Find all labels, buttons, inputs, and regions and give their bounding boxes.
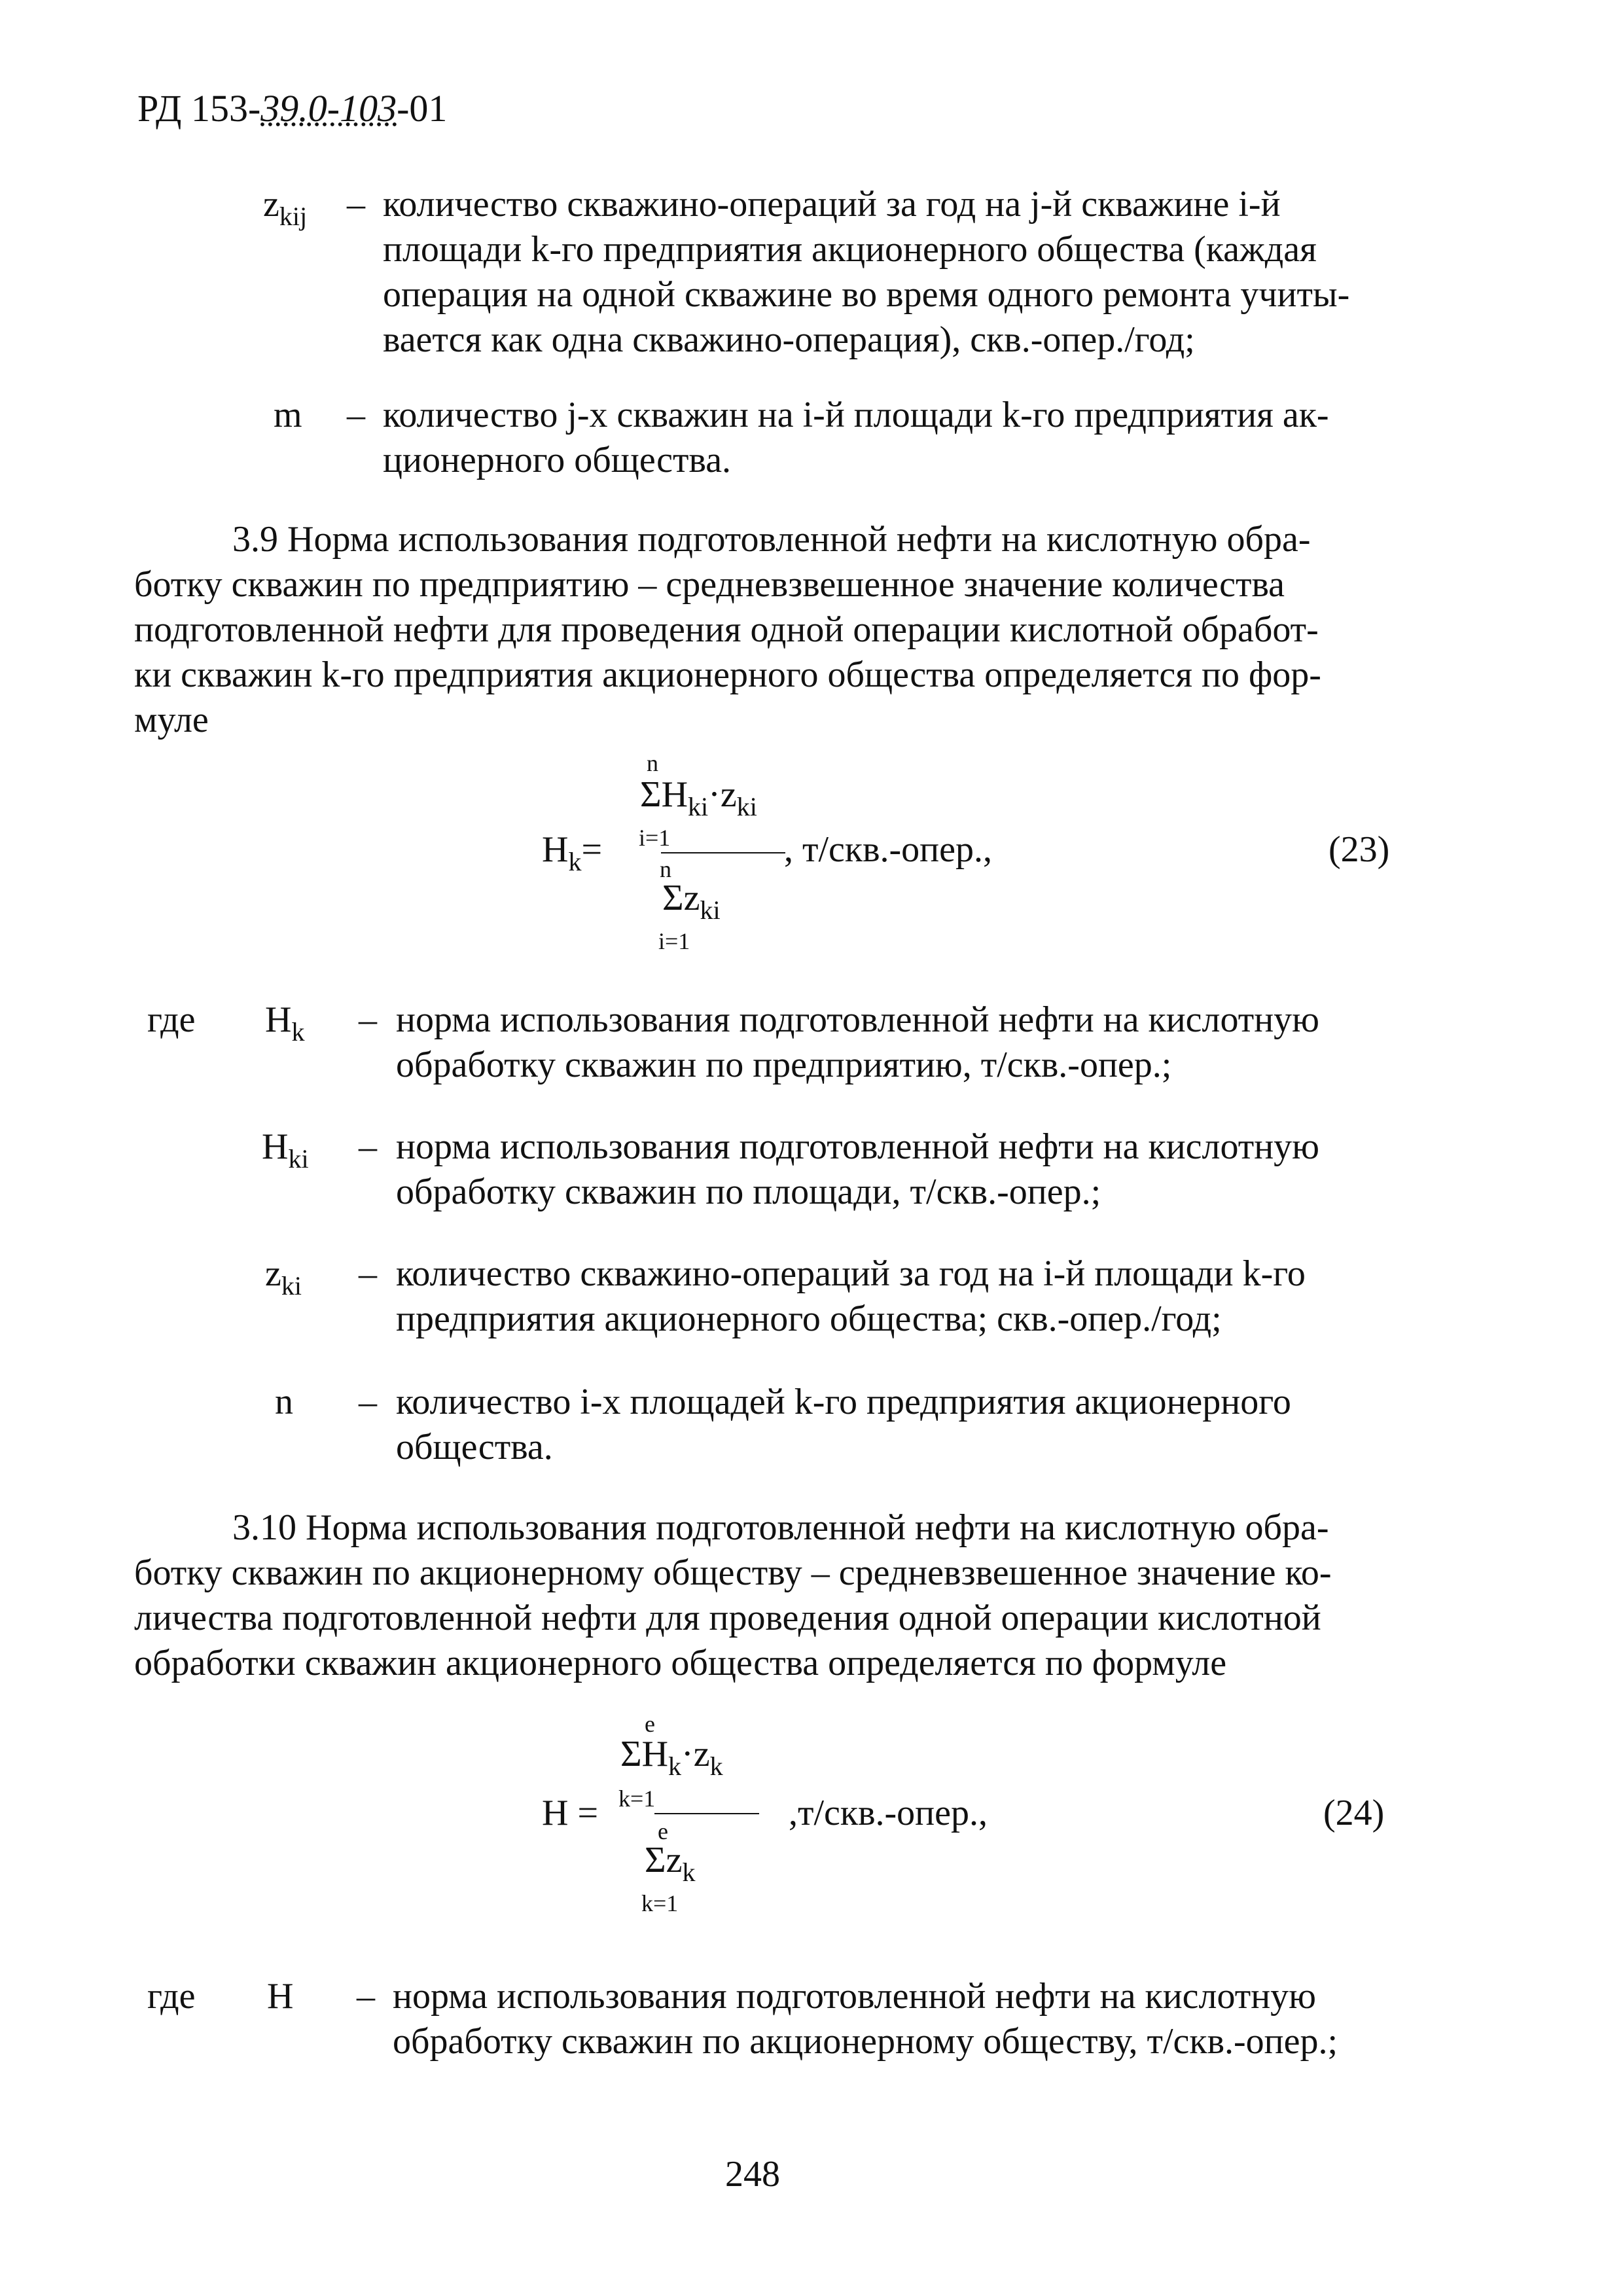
where-label: где — [147, 999, 196, 1040]
def-dash: – — [347, 184, 365, 224]
sum-lower-limit: k=1 — [641, 1890, 679, 1916]
def-dash: – — [359, 1126, 377, 1167]
def-text-m: количество j-х скважин на i-й площади k-го предприятия ак- ционерного общества. — [383, 395, 1329, 480]
def-symbol-n: n — [275, 1382, 293, 1422]
def-text-zkij: количество скважино-операций за год на j-й скважине i-й площади k-го предприятия акционерного общества (каждая операция на одной скважине во время одного ремонта учиты- вается как одна скважино-операция), скв.-опер./год; — [383, 184, 1350, 360]
def-text-h: норма использования подготовленной нефти на кислотную обработку скважин по акционерному обществу, т/скв.-опер.; — [393, 1976, 1338, 2062]
fraction-bar — [661, 852, 785, 853]
formula-lhs: $H_k=$ — [542, 829, 603, 876]
denominator: $\Sigma z_{ki}$ — [662, 878, 721, 925]
header-suffix: -01 — [397, 87, 448, 130]
formula-lhs: H = — [542, 1793, 599, 1833]
def-symbol-m: m — [274, 395, 302, 435]
paragraph-line: обработки скважин акционерного общества определяется по формуле — [134, 1643, 1227, 1683]
paragraph-line: личества подготовленной нефти для проведения одной операции кислотной — [134, 1598, 1321, 1638]
sum-lower-limit: k=1 — [618, 1785, 656, 1812]
formula-unit: ,т/скв.-опер., — [789, 1793, 988, 1833]
def-symbol-hki: $H_{ki}$ — [262, 1126, 309, 1174]
sum-upper-limit: n — [647, 750, 658, 776]
document-code-header — [137, 86, 447, 130]
formula-number: (24) — [1323, 1793, 1385, 1833]
fraction-bar — [654, 1813, 759, 1814]
def-dash: – — [359, 1382, 377, 1422]
def-symbol-hk: $H_k$ — [265, 999, 305, 1047]
page-number: 248 — [725, 2154, 780, 2195]
def-text-hki: норма использования подготовленной нефти на кислотную обработку скважин по площади, т/скв.-опер.; — [396, 1126, 1320, 1212]
sum-lower-limit: i=1 — [658, 928, 690, 954]
sum-upper-limit: e — [645, 1711, 655, 1737]
formula-unit: , т/скв.-опер., — [784, 829, 993, 870]
def-dash: – — [357, 1976, 375, 2017]
paragraph-line: муле — [134, 700, 209, 740]
paragraph-line: ботку скважин по акционерному обществу – средневзвешенное значение ко- — [134, 1552, 1332, 1593]
formula-number: (23) — [1329, 829, 1390, 870]
def-text-hk: норма использования подготовленной нефти на кислотную обработку скважин по предприятию, т/скв.-опер.; — [396, 999, 1320, 1085]
def-text-n: количество i-х площадей k-го предприятия акционерного общества. — [396, 1382, 1291, 1467]
paragraph-line: ботку скважин по предприятию – средневзвешенное значение количества — [134, 564, 1285, 605]
paragraph-line: 3.10 Норма использования подготовленной нефти на кислотную обра- — [232, 1507, 1329, 1548]
def-text-zki: количество скважино-операций за год на i-й площади k-го предприятия акционерного общества; скв.-опер./год; — [396, 1253, 1306, 1339]
sum-lower-limit: i=1 — [639, 825, 671, 851]
paragraph-3-10 — [134, 1505, 1407, 1686]
def-symbol-zki: $z_{ki}$ — [265, 1253, 302, 1300]
paragraph-line: 3.9 Норма использования подготовленной нефти на кислотную обра- — [232, 519, 1311, 560]
def-dash: – — [347, 395, 365, 435]
paragraph-3-9 — [134, 517, 1407, 743]
denominator: $\Sigma z_k$ — [645, 1840, 696, 1887]
numerator: $\Sigma H_{ki}\cdot z_{ki}$ — [640, 774, 757, 821]
header-prefix: РД 153- — [137, 87, 261, 130]
header-handwritten-code: 39.0-103 — [260, 87, 397, 130]
def-symbol-h: H — [267, 1976, 294, 2017]
paragraph-line: ки скважин k-го предприятия акционерного общества определяется по фор- — [134, 655, 1321, 695]
paragraph-line: подготовленной нефти для проведения одной операции кислотной обработ- — [134, 609, 1319, 650]
where-label: где — [147, 1976, 196, 2017]
def-dash: – — [359, 999, 377, 1040]
sum-upper-limit: e — [658, 1818, 668, 1844]
def-symbol-zkij: $z_{kij}$ — [263, 184, 308, 231]
sum-upper-limit: n — [660, 856, 671, 882]
numerator: $\Sigma H_k\cdot z_k$ — [620, 1734, 723, 1781]
def-dash: – — [359, 1253, 377, 1294]
